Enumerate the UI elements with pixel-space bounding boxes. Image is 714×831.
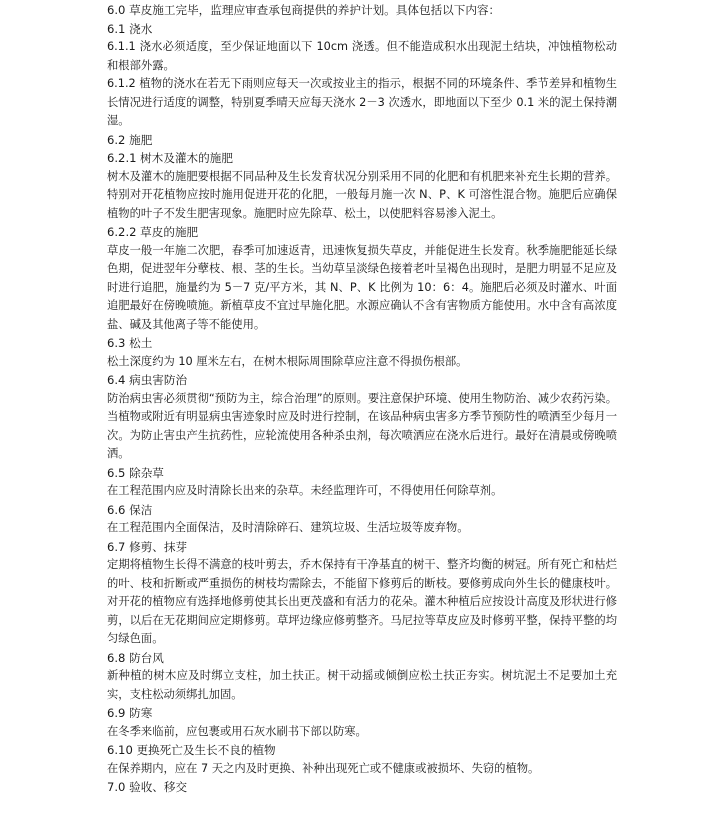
document-body xyxy=(107,1,617,797)
paragraph-6-5: 在工程范围内应及时清除长出来的杂草。未经监理许可，不得使用任何除草剂。 xyxy=(107,484,503,497)
section-heading-6-8: 6.8 防台风 xyxy=(107,650,164,665)
section-heading-6-1: 6.1 浇水 xyxy=(107,21,153,36)
paragraph-6-6: 在工程范围内全面保洁，及时清除碎石、建筑垃圾、生活垃圾等废弃物。 xyxy=(107,521,469,534)
section-heading-6-2-2: 6.2.2 草皮的施肥 xyxy=(107,225,199,239)
paragraph-6-7: 定期将植物生长得不满意的枝叶剪去，乔木保持有干净基直的树干、整齐均衡的树冠。所有死亡和枯烂的叶、枝和折断或严重损伤的树枝均需除去，不能留下修剪后的断枝。要修剪成向外生长的健康枝叶。对开花的植物应有选择地修剪使其长出更茂盛和有活力的花朵。灌木种植后应按设计高度及形状进行修剪，以后在无花期间应定期修剪。草坪边缘应修剪整齐。马尼拉等草皮应及时修剪平整，保持平整的均匀绿色面。 xyxy=(107,558,617,645)
section-heading-6-2: 6.2 施肥 xyxy=(107,132,153,147)
paragraph-6-3: 松土深度约为 10 厘米左右，在树木根际周围除草应注意不得损伤根部。 xyxy=(107,354,468,368)
paragraph-6-1-1: 6.1.1 浇水必须适度，至少保证地面以下 10cm 浇透。但不能造成积水出现泥土结块，冲蚀植物松动和根部外露。 xyxy=(107,40,617,72)
section-heading-6-2-1: 6.2.1 树木及灌木的施肥 xyxy=(107,151,233,165)
section-heading-6-3: 6.3 松土 xyxy=(107,336,153,350)
paragraph-6-10: 在保养期内，应在 7 天之内及时更换、补种出现死亡或不健康或被损坏、失窃的植物。 xyxy=(107,761,540,775)
paragraph-6-2-2: 草皮一般一年施二次肥，春季可加速返青，迅速恢复损失草皮，并能促进生长发育。秋季施肥能延长绿色期，促进翌年分孽枝、根、茎的生长。当幼草呈淡绿色接着老叶呈褐色出现时，是肥力明显不足应及时进行追肥，施量约为 5－7 克/平方米，其 N、P、K 比例为 10：6：4。施肥后必须及时灌水、叶面追肥最好在傍晚喷施。新植草皮不宜过早施化肥。水源应确认不含有害物质方能使用。水中含有高浓度盐、碱及其他离子等不能使用。 xyxy=(107,243,617,331)
paragraph-6-8: 新种植的树木应及时绑立支柱，加土扶正。树干动摇或倾倒应松土扶正夯实。树坑泥土不足要加土充实，支柱松动须绑扎加固。 xyxy=(107,669,617,701)
paragraph-6-4: 防治病虫害必须贯彻“预防为主，综合治理”的原则。要注意保护环境、使用生物防治、减少农药污染。当植物或附近有明显病虫害迹象时应及时进行控制，在该品种病虫害多方季节预防性的喷洒至少每月一次。为防止害虫产生抗药性，应轮流使用各种杀虫剂，每次喷洒应在浇水后进行。最好在清晨或傍晚喷洒。 xyxy=(107,391,617,460)
section-heading-6-6: 6.6 保洁 xyxy=(107,502,153,517)
paragraph-6-1-2: 6.1.2 植物的浇水在若无下雨则应每天一次或按业主的指示，根据不同的环境条件、季节差异和植物生长情况进行适度的调整，特别夏季晴天应每天浇水 2－3 次透水，即地面以下至少 0.1 米的泥土保持潮湿。 xyxy=(107,77,617,127)
section-heading-6-9: 6.9 防寒 xyxy=(107,706,153,720)
section-heading-6-5: 6.5 除杂草 xyxy=(107,465,164,480)
paragraph-6-9: 在冬季来临前，应包裹或用石灰水刷书下部以防寒。 xyxy=(107,724,367,738)
section-heading-6-7: 6.7 修剪、抹芽 xyxy=(107,539,188,554)
paragraph-6-2-1: 树木及灌木的施肥要根据不同品种及生长发育状况分别采用不同的化肥和有机肥来补充生长期的营养。特别对开花植物应按时施用促进开花的化肥，一般每月施一次 N、P、K 可溶性混合物。施肥后应确保植物的叶子不发生肥害现象。施肥时应先除草、松土，以使肥料容易渗入泥土。 xyxy=(107,169,617,220)
section-heading-6-0: 6.0 草皮施工完毕，监理应审查承包商提供的养护计划。具体包括以下内容： xyxy=(107,3,501,17)
section-heading-6-10: 6.10 更换死亡及生长不良的植物 xyxy=(107,743,276,757)
section-heading-6-4: 6.4 病虫害防治 xyxy=(107,373,188,387)
section-heading-7-0: 7.0 验收、移交 xyxy=(107,780,188,794)
